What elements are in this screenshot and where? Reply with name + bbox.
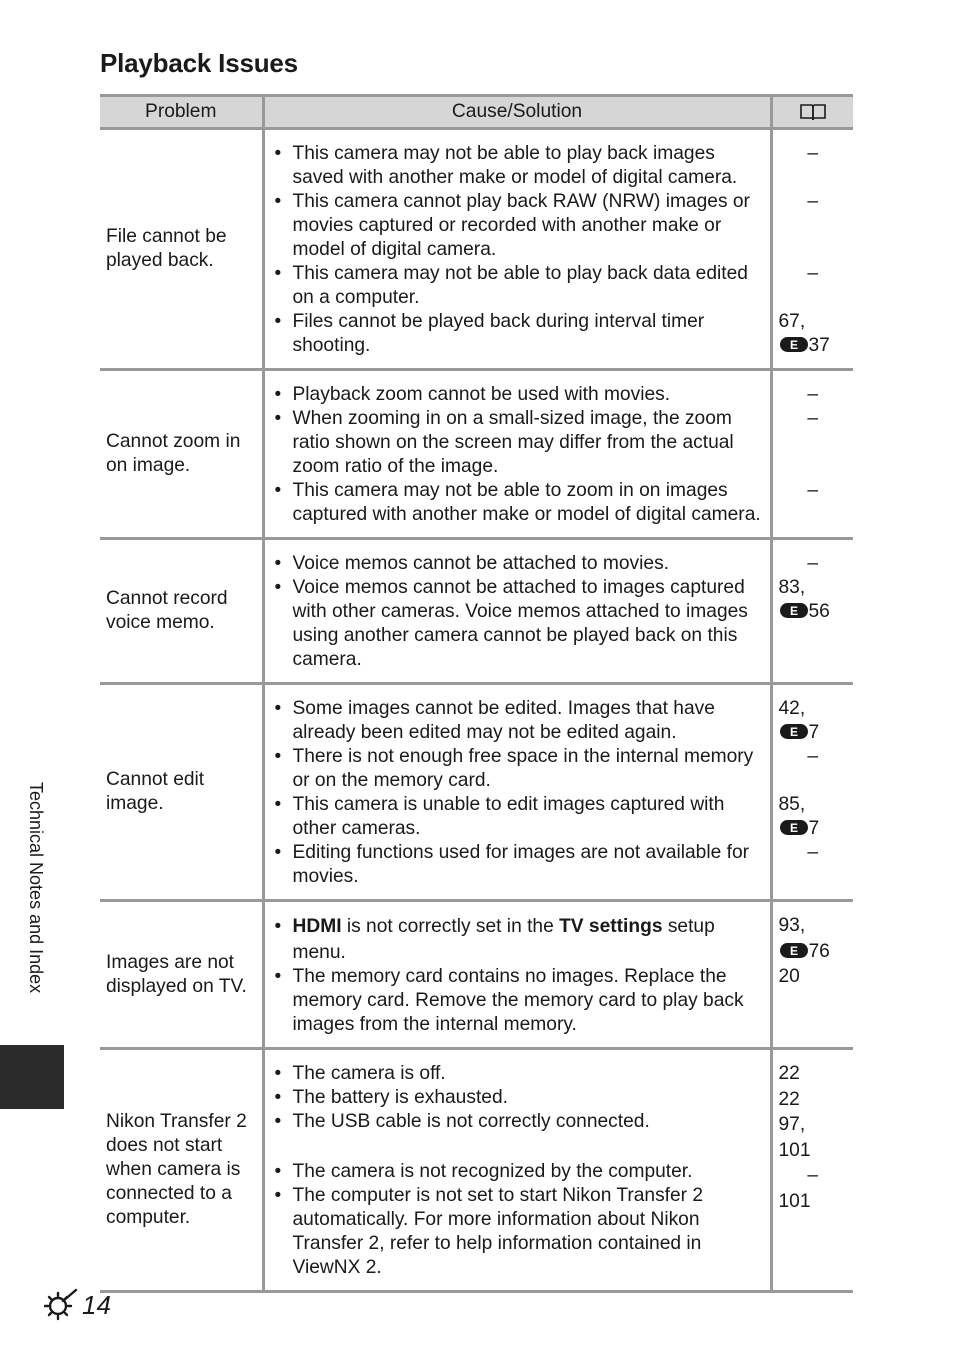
table-row bbox=[100, 370, 853, 539]
cause-item: • Playback zoom cannot be used with movies. bbox=[271, 383, 764, 407]
page-ref-number: 7 bbox=[808, 818, 820, 839]
page-ref-cell bbox=[771, 370, 853, 539]
problem-cell: Nikon Transfer 2 does not start when camera is connected to a computer. bbox=[100, 1049, 263, 1292]
cause-item: • When zooming in on a small-sized image, the zoom ratio shown on the screen may differ from the actual zoom ratio of the image. bbox=[271, 407, 764, 479]
page-ref: 22 bbox=[778, 1063, 800, 1084]
wrench-gear-icon bbox=[44, 1288, 80, 1322]
cause-item: • This camera may not be able to zoom in on images captured with another make or model of digital camera. bbox=[271, 479, 764, 527]
header-page-ref bbox=[771, 96, 853, 129]
page-ref: – bbox=[807, 842, 819, 863]
svg-text:E: E bbox=[789, 338, 798, 352]
page-ref: – bbox=[807, 191, 819, 212]
cause-item: • Voice memos cannot be attached to movies. bbox=[271, 552, 764, 576]
e-section-icon bbox=[779, 819, 809, 836]
page-ref-cell bbox=[771, 129, 853, 370]
page-ref: 101 bbox=[778, 1190, 811, 1212]
page-ref bbox=[779, 940, 854, 966]
table-header-row bbox=[100, 96, 853, 129]
page-ref: – bbox=[807, 143, 819, 164]
problem-cell: Cannot edit image. bbox=[100, 684, 263, 901]
problem-cell: Cannot record voice memo. bbox=[100, 539, 263, 684]
table-row bbox=[100, 1049, 853, 1292]
table-row bbox=[100, 129, 853, 370]
page-ref: – bbox=[807, 480, 819, 501]
page-ref bbox=[779, 286, 854, 310]
book-icon bbox=[799, 103, 827, 121]
page-ref: – bbox=[807, 746, 819, 767]
cause-cell bbox=[263, 684, 771, 901]
page-ref: 85, bbox=[778, 794, 806, 815]
cause-item: • Files cannot be played back during interval timer shooting. bbox=[271, 310, 764, 358]
page-ref bbox=[779, 455, 854, 479]
cause-item: • This camera cannot play back RAW (NRW) images or movies captured or recorded with another make or model of digital camera. bbox=[271, 190, 764, 262]
page-ref: 42, bbox=[778, 698, 806, 719]
page-ref bbox=[779, 769, 854, 793]
problem-cell: Images are not displayed on TV. bbox=[100, 901, 263, 1049]
header-problem: Problem bbox=[100, 96, 263, 129]
page-ref-cell bbox=[771, 901, 853, 1049]
problem-cell: File cannot be played back. bbox=[100, 129, 263, 370]
cause-cell bbox=[263, 129, 771, 370]
table-row bbox=[100, 539, 853, 684]
e-section-icon bbox=[779, 336, 809, 353]
page-ref bbox=[779, 334, 854, 358]
cause-item: • The memory card contains no images. Replace the memory card. Remove the memory card to play back images from the internal memory. bbox=[271, 965, 764, 1037]
table-row bbox=[100, 684, 853, 901]
cause-item: • There is not enough free space in the internal memory or on the memory card. bbox=[271, 745, 764, 793]
page-ref: 101 bbox=[778, 1139, 811, 1161]
cause-text: is not correctly set in the bbox=[341, 916, 560, 937]
problem-cell: Cannot zoom in on image. bbox=[100, 370, 263, 539]
page-ref-cell bbox=[771, 1049, 853, 1292]
page-ref: – bbox=[807, 408, 819, 429]
page-ref bbox=[779, 238, 854, 262]
svg-text:E: E bbox=[789, 604, 798, 618]
cause-item: • The camera is not recognized by the computer. bbox=[271, 1160, 764, 1184]
page-number bbox=[44, 1288, 111, 1322]
cause-item: • The camera is off. bbox=[271, 1062, 764, 1086]
page-ref: – bbox=[807, 1165, 819, 1186]
svg-text:E: E bbox=[789, 821, 798, 835]
page-ref-number: 56 bbox=[808, 601, 830, 622]
page-ref: – bbox=[807, 263, 819, 284]
cause-item: • This camera may not be able to play back images saved with another make or model of digital camera. bbox=[271, 142, 764, 190]
page-ref: 67, bbox=[778, 311, 806, 332]
page-ref bbox=[779, 214, 854, 238]
cause-text: setup menu. bbox=[292, 916, 715, 963]
cause-item: • This camera may not be able to play back data edited on a computer. bbox=[271, 262, 764, 310]
cause-spacer bbox=[271, 1134, 764, 1160]
page-ref-number: 76 bbox=[808, 940, 830, 962]
cause-cell bbox=[263, 370, 771, 539]
page-ref-number: 37 bbox=[808, 335, 830, 356]
playback-issues-table bbox=[100, 94, 853, 1293]
section-label: Technical Notes and Index bbox=[26, 782, 46, 994]
table-row bbox=[100, 901, 853, 1049]
setting-name: TV settings bbox=[559, 916, 663, 937]
e-section-icon bbox=[779, 942, 809, 959]
page-ref: 93, bbox=[778, 915, 806, 936]
setting-name: HDMI bbox=[292, 916, 342, 937]
page-ref bbox=[779, 817, 854, 841]
cause-cell bbox=[263, 901, 771, 1049]
page-ref-number: 7 bbox=[808, 722, 820, 743]
cause-item: • Voice memos cannot be attached to images captured with other cameras. Voice memos attached to images using another camera cannot be played back on this camera. bbox=[271, 576, 764, 672]
svg-text:E: E bbox=[789, 943, 798, 958]
svg-text:E: E bbox=[789, 725, 798, 739]
cause-cell bbox=[263, 539, 771, 684]
page-ref: 22 bbox=[778, 1088, 800, 1110]
page-ref bbox=[779, 166, 854, 190]
page-ref bbox=[779, 721, 854, 745]
page-ref: 20 bbox=[778, 966, 800, 987]
page-ref: – bbox=[807, 384, 819, 405]
cause-item: • Editing functions used for images are not available for movies. bbox=[271, 841, 764, 889]
page-ref-cell bbox=[771, 684, 853, 901]
cause-item: • Some images cannot be edited. Images that have already been edited may not be edited again. bbox=[271, 697, 764, 745]
page-ref: 97, bbox=[778, 1114, 806, 1135]
cause-item bbox=[271, 914, 764, 965]
page-ref bbox=[779, 600, 854, 624]
cause-item: • This camera is unable to edit images captured with other cameras. bbox=[271, 793, 764, 841]
page-number-text: 14 bbox=[82, 1289, 111, 1320]
cause-item: • The computer is not set to start Nikon Transfer 2 automatically. For more information about Nikon Transfer 2, refer to help information contained in ViewNX 2. bbox=[271, 1184, 764, 1280]
header-cause: Cause/Solution bbox=[263, 96, 771, 129]
e-section-icon bbox=[779, 602, 809, 619]
page-ref-cell bbox=[771, 539, 853, 684]
e-section-icon bbox=[779, 723, 809, 740]
page-title: Playback Issues bbox=[100, 48, 298, 78]
page-ref bbox=[779, 431, 854, 455]
page-ref: – bbox=[807, 553, 819, 574]
section-tab bbox=[0, 1045, 64, 1109]
cause-item: • The battery is exhausted. bbox=[271, 1086, 764, 1110]
page-ref: 83, bbox=[778, 577, 806, 598]
cause-item: • The USB cable is not correctly connected. bbox=[271, 1110, 764, 1134]
cause-cell bbox=[263, 1049, 771, 1292]
